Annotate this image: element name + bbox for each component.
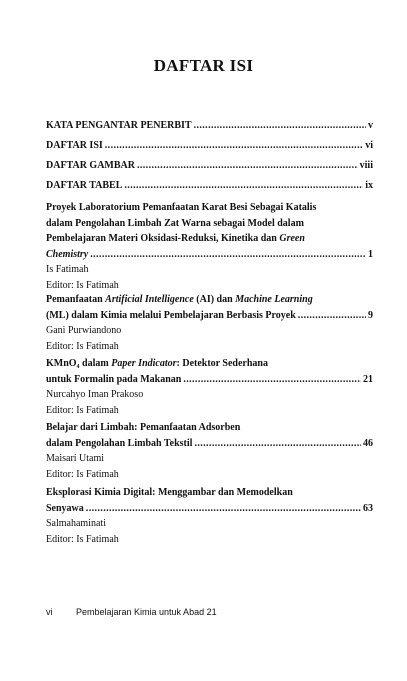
chapter-title-line: Belajar dari Limbah: Pemanfaatan Adsorben: [46, 422, 241, 433]
page-footer: [46, 607, 217, 617]
leader-dots: [86, 501, 361, 517]
chapter-editor: Editor: Is Fatimah: [46, 404, 119, 416]
chapter-title-line: dalam Pengolahan Limbah Zat Warna sebagai Model dalam: [46, 217, 304, 229]
chapter-author: Salmahaminati: [46, 518, 106, 529]
toc-entry-label: DAFTAR TABEL: [46, 180, 123, 191]
toc-entry-label: KATA PENGANTAR PENERBIT: [46, 120, 192, 131]
toc-chapter-2[interactable]: [46, 292, 373, 354]
toc-entry-daftar-isi[interactable]: [46, 140, 373, 151]
chapter-page: 21: [363, 373, 373, 385]
toc-chapter-5[interactable]: [46, 485, 373, 547]
chapter-title-italic: Artificial Intelligence: [105, 294, 194, 305]
chapter-title-text: Pemanfaatan: [46, 294, 106, 305]
chapter-page: 9: [368, 309, 373, 321]
chapter-author: Gani Purwiandono: [46, 325, 122, 336]
chapter-title-text: KMnO₄ dalam: [46, 358, 112, 369]
toc-chapter-1[interactable]: [46, 200, 373, 293]
chapter-editor: Editor: Is Fatimah: [46, 279, 119, 291]
chapter-page: 46: [363, 437, 373, 449]
toc-chapter-3[interactable]: [46, 356, 373, 418]
toc-entry-label: DAFTAR ISI: [46, 140, 103, 151]
chapter-title-text: : Detektor Sederhana: [176, 358, 268, 369]
chapter-title-line: Proyek Laboratorium Pemanfaatan Karat Besi Sebagai Katalis: [46, 202, 317, 213]
footer-page-number: vi: [46, 607, 53, 617]
toc-entry-page: viii: [359, 160, 373, 171]
toc-entry-page: vi: [365, 140, 373, 151]
chapter-author: Is Fatimah: [46, 264, 89, 275]
toc-entry-page: ix: [365, 180, 373, 191]
chapter-author: Maisari Utami: [46, 453, 105, 464]
chapter-title-line: [46, 292, 373, 308]
leader-dots: [137, 160, 358, 171]
chapter-editor: Editor: Is Fatimah: [46, 533, 119, 545]
toc-entry-label: DAFTAR GAMBAR: [46, 160, 135, 171]
toc-chapter-4[interactable]: [46, 420, 373, 482]
leader-dots: [194, 120, 366, 131]
toc-entry-daftar-tabel[interactable]: [46, 180, 373, 191]
leader-dots: [124, 180, 363, 191]
chapter-title-line: (ML) dalam Kimia melalui Pembelajaran Berbasis Proyek: [46, 309, 296, 321]
toc-entry-daftar-gambar[interactable]: [46, 160, 373, 171]
chapter-title-line: untuk Formalin pada Makanan: [46, 373, 182, 385]
footer-book-title: Pembelajaran Kimia untuk Abad 21: [76, 607, 217, 617]
leader-dots: [105, 140, 363, 151]
chapter-title-line: Senyawa: [46, 502, 84, 514]
leader-dots: [194, 436, 361, 452]
leader-dots: [298, 308, 366, 324]
page-title: DAFTAR ISI: [153, 56, 254, 75]
toc-entry-kata-pengantar[interactable]: [46, 120, 373, 131]
chapter-page: 1: [368, 248, 373, 260]
chapter-title-italic: Chemistry: [46, 248, 89, 260]
leader-dots: [183, 372, 361, 388]
chapter-title-line: Eksplorasi Kimia Digital: Menggambar dan Memodelkan: [46, 487, 293, 498]
chapter-title-italic: Green: [279, 233, 305, 244]
chapter-author: Nurcahyo Iman Prakoso: [46, 389, 144, 400]
chapter-editor: Editor: Is Fatimah: [46, 468, 119, 480]
chapter-editor: Editor: Is Fatimah: [46, 340, 119, 352]
chapter-title-italic: Paper Indicator: [111, 358, 177, 369]
chapter-title-italic: Machine Learning: [235, 294, 313, 305]
chapter-title-text: Pembelajaran Materi Oksidasi-Reduksi, Kinetika dan: [46, 233, 280, 244]
toc-entry-page: v: [368, 120, 373, 131]
chapter-title-line: [46, 231, 373, 247]
leader-dots: [90, 247, 366, 263]
chapter-title-line: [46, 356, 373, 372]
chapter-page: 63: [363, 502, 373, 514]
chapter-title-line: dalam Pengolahan Limbah Tekstil: [46, 437, 193, 449]
chapter-title-text: (AI) dan: [193, 294, 236, 305]
